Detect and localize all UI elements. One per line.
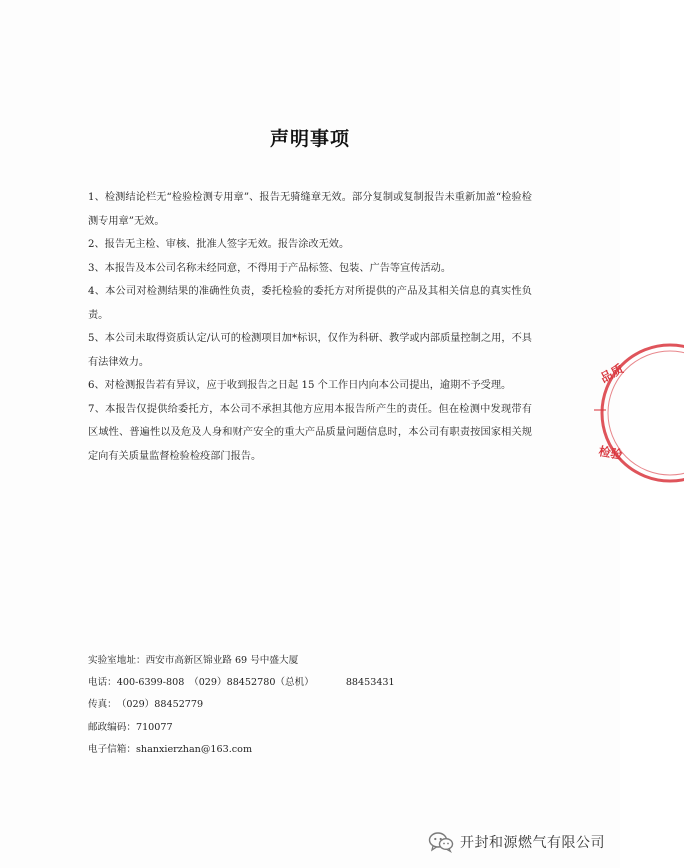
clause-item: 1、检测结论栏无“检验检测专用章”、报告无骑缝章无效。部分复制或复制报告未重新加盖“检验检测专用章”无效。 [88, 192, 532, 227]
fax-label: 传真： [88, 699, 117, 711]
wechat-icon [428, 831, 454, 853]
phone-row [88, 672, 395, 694]
seal-text-bottom: 检验 [597, 444, 624, 463]
clause-item: 2、报告无主检、审核、批准人签字无效。报告涂改无效。 [88, 239, 350, 250]
seal-text-top: 品质 [598, 361, 626, 386]
watermark-text: 开封和源燃气有限公司 [460, 835, 605, 851]
email-value: shanxierzhan@163.com [135, 743, 253, 755]
postcode-label: 邮政编码： [88, 721, 136, 733]
phone-value: 400-6399-808 （029）88452780（总机） [116, 677, 314, 689]
address-value: 西安市高新区锦业路 69 号中盛大厦 [145, 655, 299, 666]
phone-label: 电话： [88, 677, 117, 689]
phone-extra-value: 88453431 [345, 677, 395, 689]
email-row [88, 739, 395, 761]
address-row [88, 650, 395, 672]
address-label: 实验室地址： [88, 655, 146, 666]
clause-item: 5、本公司未取得资质认定/认可的检测项目加*标识，仅作为科研、教学或内部质量控制之用，不具有法律效力。 [88, 333, 532, 368]
fax-value: （029）88452779 [116, 699, 204, 711]
page-title: 声明事项 [269, 128, 350, 150]
postcode-row [88, 717, 395, 739]
email-label: 电子信箱： [88, 743, 136, 755]
contact-block [88, 650, 395, 761]
postcode-value: 710077 [135, 721, 173, 733]
clause-item: 7、本报告仅提供给委托方，本公司不承担其他方应用本报告所产生的责任。但在检测中发现带有区域性、普遍性以及危及人身和财产安全的重大产品质量问题信息时，本公司有职责按国家相关规定向有关质量监督检验检疫部门报告。 [88, 403, 532, 462]
clause-item: 6、对检测报告若有异议，应于收到报告之日起 15 个工作日内向本公司提出，逾期不予受理。 [88, 380, 512, 391]
clause-list [88, 186, 532, 468]
fax-row [88, 694, 395, 716]
clause-item: 4、本公司对检测结果的准确性负责，委托检验的委托方对所提供的产品及其相关信息的真实性负责。 [88, 286, 532, 321]
official-seal [592, 338, 684, 488]
clause-item: 3、本报告及本公司名称未经同意，不得用于产品标签、包装、广告等宣传活动。 [88, 262, 452, 274]
source-watermark [428, 828, 605, 856]
